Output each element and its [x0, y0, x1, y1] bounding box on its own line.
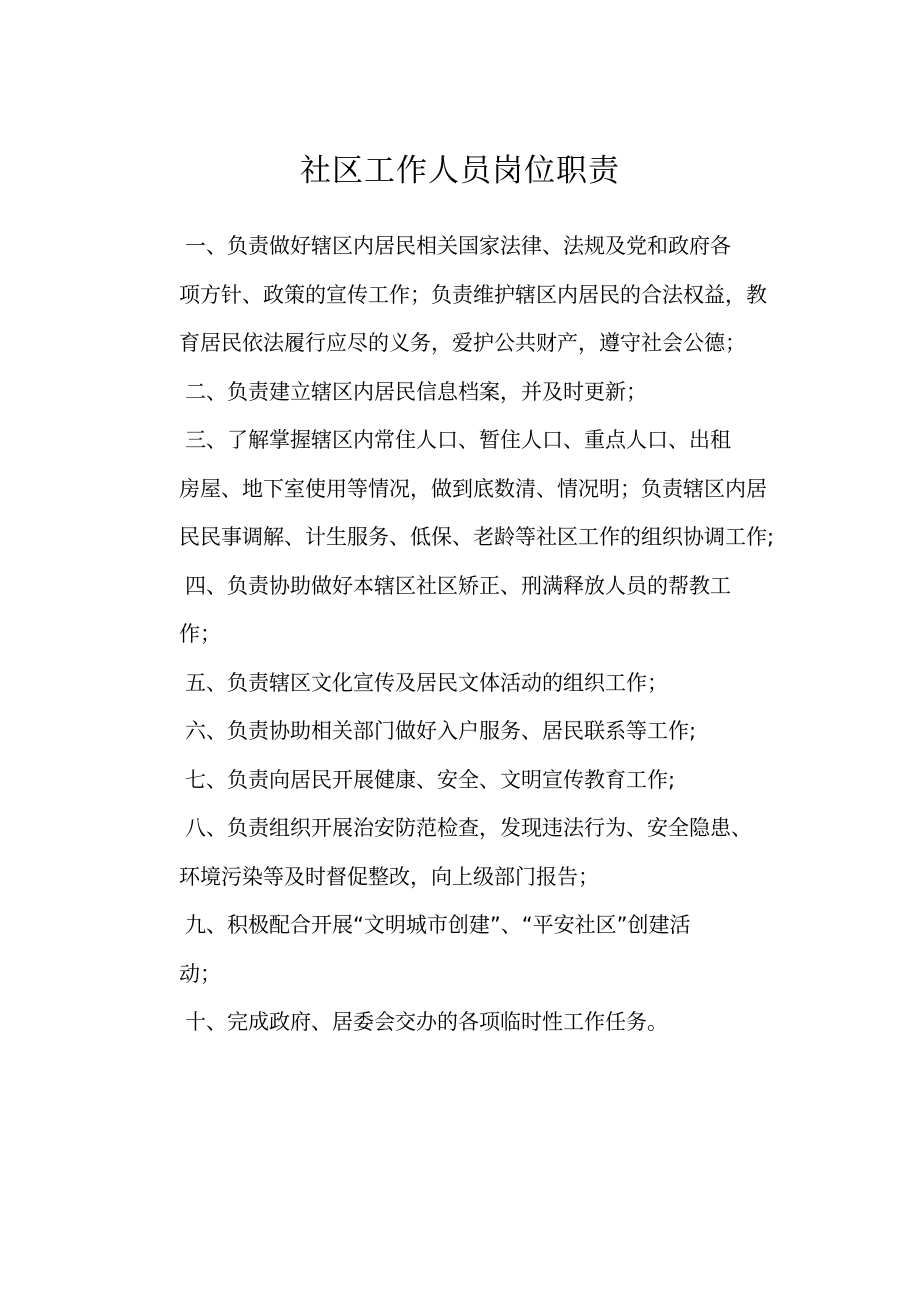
text-line: 一、负责做好辖区内居民相关国家法律、法规及党和政府各	[185, 234, 731, 258]
text-line: 项方针、政策的宣传工作；负责维护辖区内居民的合法权益，教	[179, 282, 767, 307]
document-title: 社区工作人员岗位职责	[300, 153, 620, 189]
text-line: 民民事调解、计生服务、低保、老龄等社区工作的组织协调工作;	[179, 525, 775, 549]
text-line: 六、负责协助相关部门做好入户服务、居民联系等工作;	[185, 719, 697, 743]
duty-item-9	[137, 901, 783, 998]
duty-item-8	[137, 804, 783, 901]
duty-item-5	[137, 659, 783, 708]
text-line: 房屋、地下室使用等情况，做到底数清、情况明；负责辖区内居	[179, 476, 767, 501]
text-line: 三、了解掌握辖区内常住人口、暂住人口、重点人口、出租	[185, 428, 731, 452]
text-line: 四、负责协助做好本辖区社区矫正、刑满释放人员的帮教工	[185, 573, 731, 598]
duty-item-6	[137, 707, 783, 756]
duty-item-7	[137, 756, 783, 805]
text-line: 作；	[179, 622, 221, 646]
duty-item-1	[137, 222, 783, 368]
duty-item-3	[137, 416, 783, 562]
duty-item-10	[137, 998, 783, 1047]
text-line: 五、负责辖区文化宣传及居民文体活动的组织工作；	[185, 670, 668, 695]
text-line: 育居民依法履行应尽的义务，爱护公共财产，遵守社会公德；	[179, 331, 746, 355]
text-line: 八、负责组织开展治安防范检查，发现违法行为、安全隐患、	[185, 816, 752, 840]
duty-item-2	[137, 368, 783, 417]
text-line: 九、积极配合开展“文明城市创建”、“平安社区”创建活	[185, 913, 691, 937]
text-line: 二、负责建立辖区内居民信息档案，并及时更新；	[185, 379, 647, 404]
text-line: 动；	[179, 961, 221, 986]
document-body	[137, 222, 783, 1047]
text-line: 环境污染等及时督促整改，向上级部门报告；	[179, 864, 599, 889]
duty-item-4	[137, 562, 783, 659]
text-line: 七、负责向居民开展健康、安全、文明宣传教育工作;	[185, 767, 676, 792]
text-line: 十、完成政府、居委会交办的各项临时性工作任务。	[185, 1010, 668, 1034]
